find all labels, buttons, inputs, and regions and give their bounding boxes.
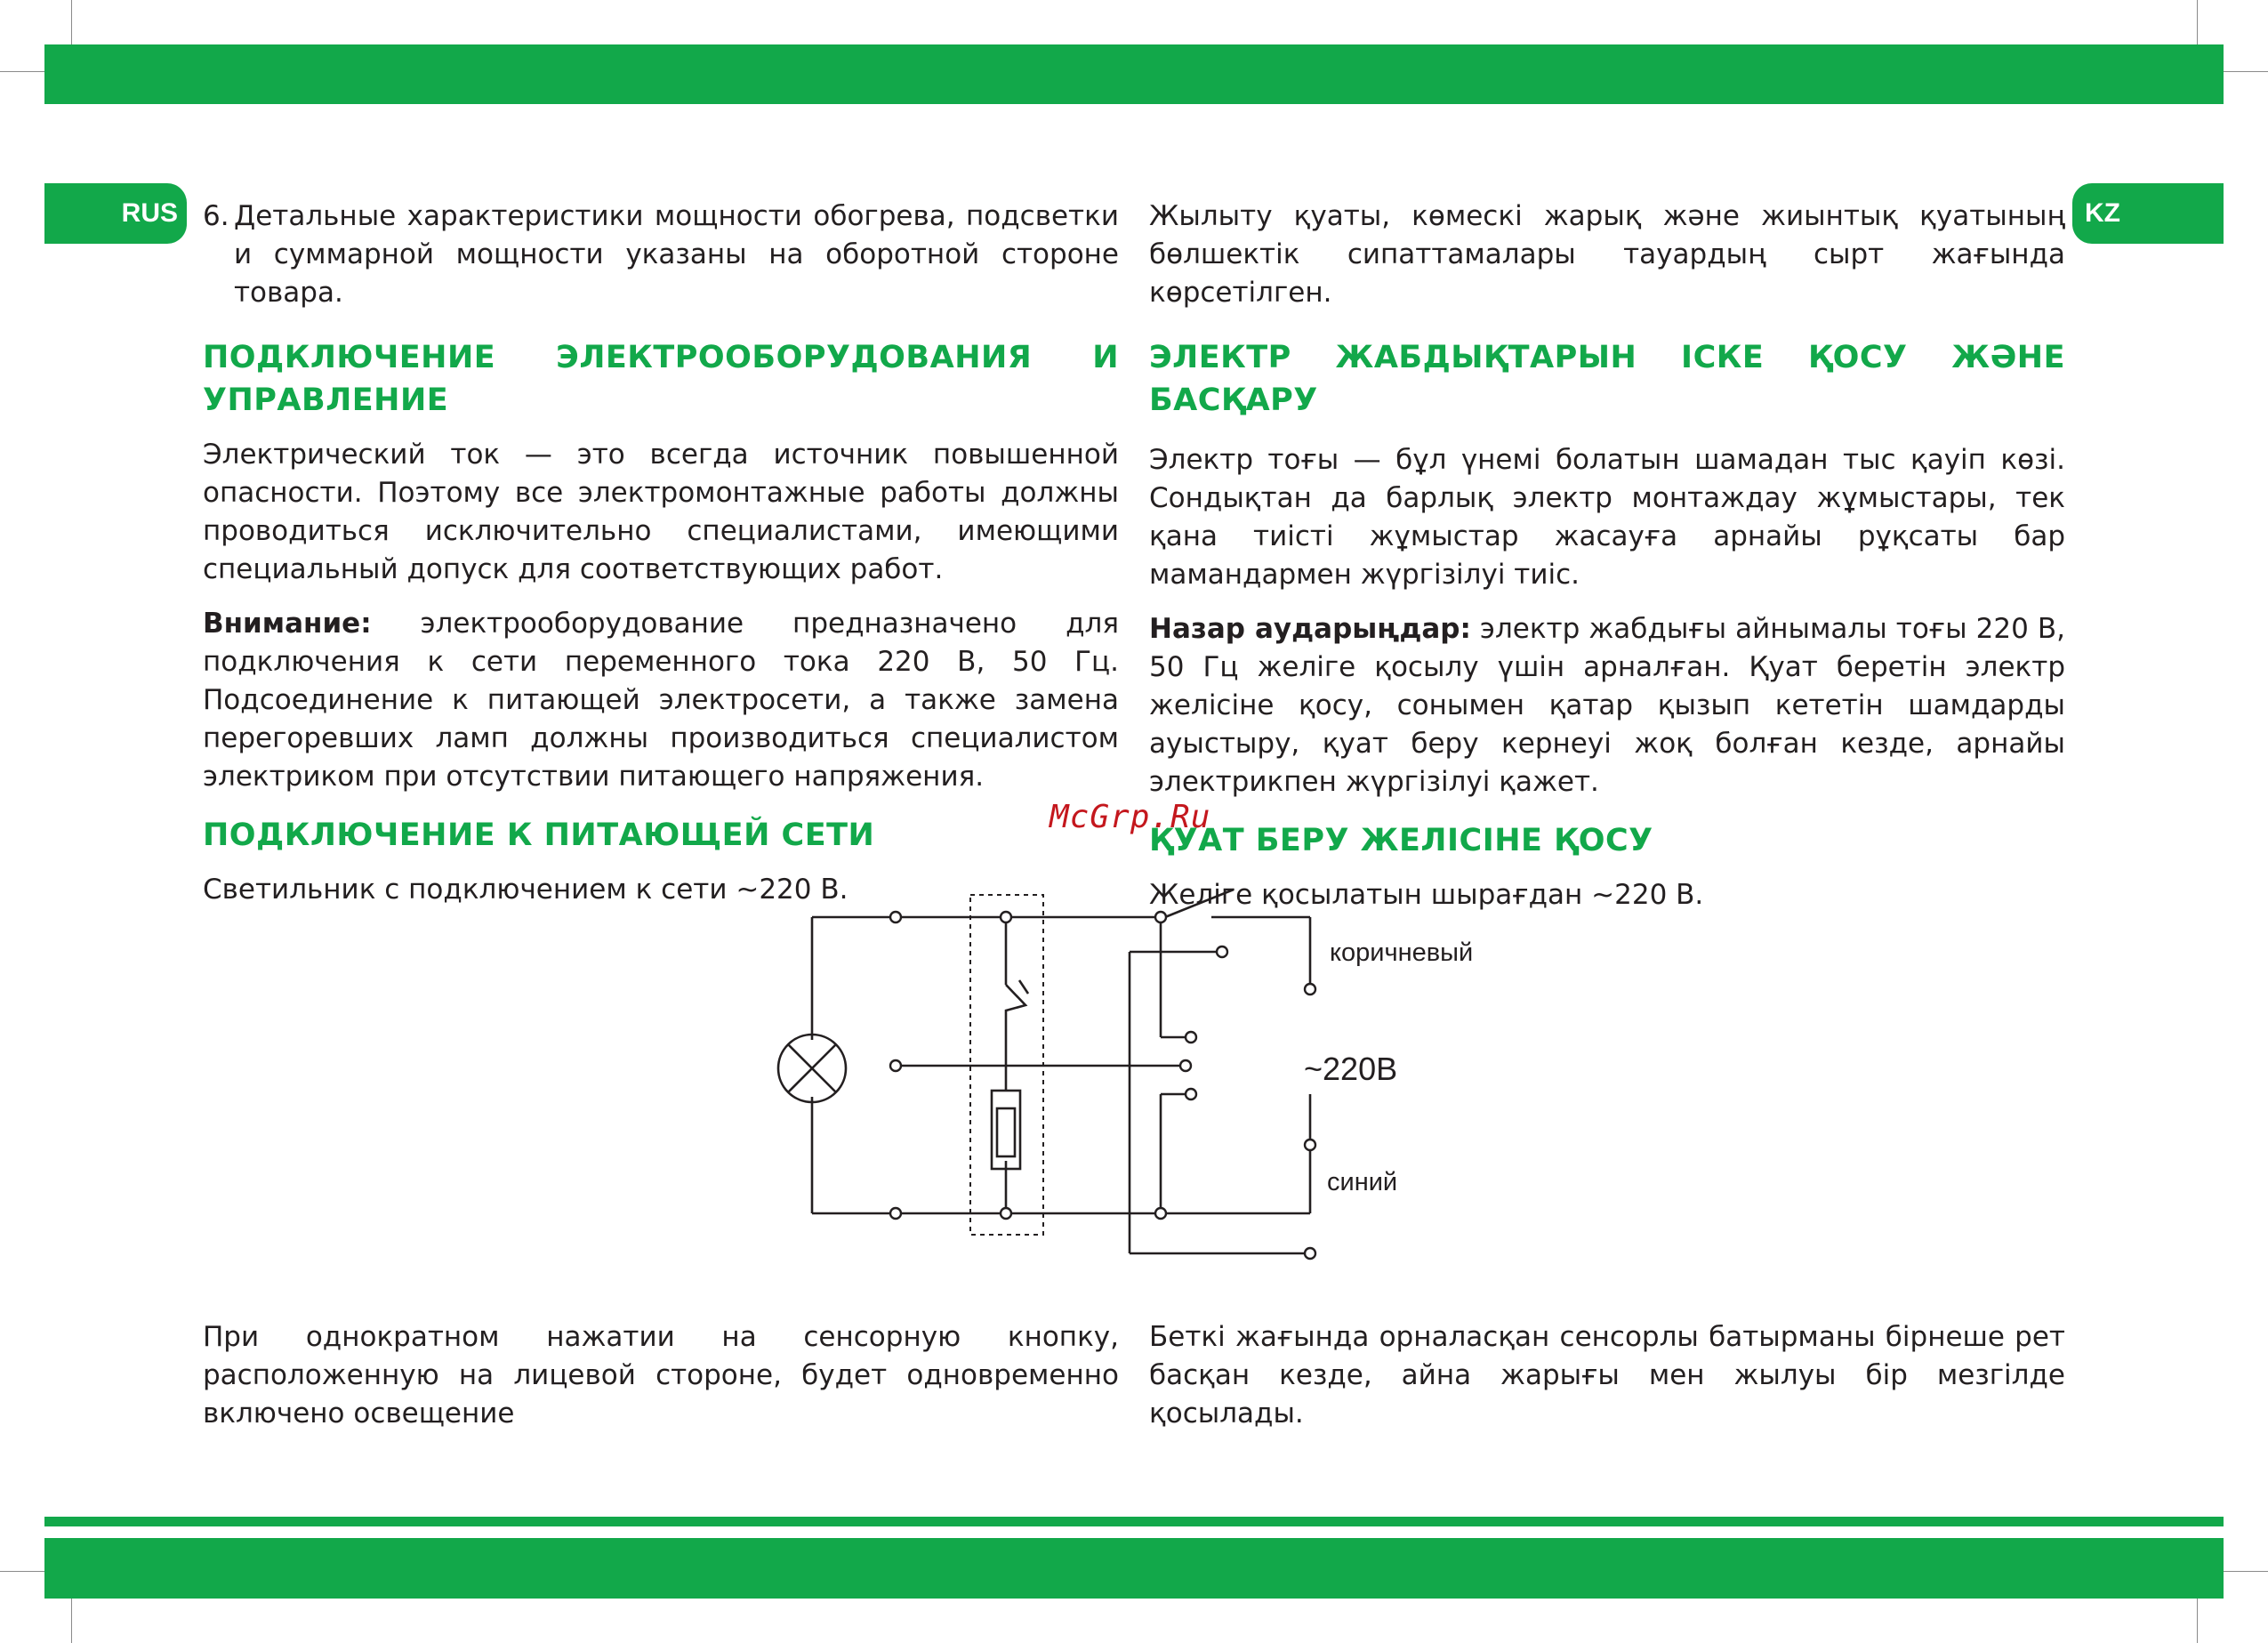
terminal (1186, 1032, 1196, 1043)
kz-paragraph-lamp-220: Желіге қосылатын шырағдан ~220 В. (1149, 879, 1704, 911)
ru-paragraph-danger: Электрический ток — это всегда источник повышенной опасности. Поэтому все электромонтажные работы должны проводиться исключительно специалистами, имеющими специальный допуск для соответствующих работ. (203, 439, 1119, 585)
language-tab-rus-label: RUS (121, 198, 178, 228)
thermostat-arrow (1019, 980, 1028, 994)
kz-attention-text: электр жабдығы айнымалы тоғы 220 В, 50 Гц желіге қосылу үшін арналған. Қуат беретін электр желісіне қосу, сонымен қатар қызып кететін шамдарды ауыстыру, қуат беру кернеуі жоқ болған кезде, арнайы электрикпен жүргізілуі қажет. (1149, 613, 2065, 798)
kz-bottom-text-block (1149, 1318, 2065, 1433)
kz-paragraph-danger: Электр тоғы — бұл үнемі болатын шамадан тыс қауіп көзі. Сондықтан да барлық электр монтаждау жұмыстары, тек қана тиісті жұмыстар жасауға арнайы рұқсаты бар мамандармен жүргізілуі тиіс. (1149, 444, 2065, 591)
ru-bottom-text-block (203, 1318, 1119, 1433)
ru-item-6-number: 6. (203, 200, 229, 232)
ru-paragraph-sensor: При однократном нажатии на сенсорную кнопку, расположенную на лицевой стороне, будет одновременно включено освещение (203, 1321, 1119, 1430)
ru-attention-label: Внимание: (203, 608, 372, 640)
terminal (1186, 1089, 1196, 1099)
kz-paragraph-sensor: Беткі жағында орналасқан сенсорлы батырманы бірнеше рет басқан кезде, айна жарығы мен жылуы бір мезгілде қосылады. (1149, 1321, 2065, 1430)
language-tab-kz-label: KZ (2085, 198, 2120, 228)
terminal (1155, 912, 1166, 922)
kz-heading-power-supply: ҚУАТ БЕРУ ЖЕЛІСІНЕ ҚОСУ (1149, 823, 1653, 858)
terminal (1001, 912, 1011, 922)
kz-paragraph-specs: Жылыту қуаты, көмескі жарық және жиынтық қуатының бөлшектік сипаттамалары тауардың сырт жағында көрсетілген. (1149, 200, 2065, 309)
terminal (890, 1208, 901, 1219)
heater-element-core (997, 1108, 1015, 1156)
terminal (1217, 946, 1227, 957)
kz-heading-connection-control: ЭЛЕКТР ЖАБДЫҚТАРЫН ІСКЕ ҚОСУ ЖӘНЕ БАСҚАРУ (1149, 340, 2065, 418)
kz-attention-label: Назар аударыңдар: (1149, 613, 1471, 645)
ru-heading-power-supply: ПОДКЛЮЧЕНИЕ К ПИТАЮЩЕЙ СЕТИ (203, 817, 875, 853)
terminal (890, 912, 901, 922)
label-brown-wire: коричневый (1330, 938, 1474, 967)
terminal (890, 1060, 901, 1071)
terminal (1305, 984, 1315, 995)
terminal (1001, 1208, 1011, 1219)
watermark: McGrp.Ru (1050, 799, 1211, 835)
terminals (890, 912, 1315, 1259)
label-blue-wire: синий (1327, 1168, 1398, 1196)
thermostat-symbol (1006, 985, 1025, 1091)
terminal (1305, 1140, 1315, 1150)
terminal (1155, 1208, 1166, 1219)
ru-attention-text: электрооборудование предназначено для подключения к сети переменного тока 220 В, 50 Гц. Подсоединение к питающей электросети, а также замена перегоревших ламп должны производиться специалистом электриком при отсутствии питающего напряжения. (203, 608, 1119, 793)
terminal (1180, 1060, 1191, 1071)
label-voltage: ~220В (1304, 1051, 1398, 1087)
ru-heading-connection-control: ПОДКЛЮЧЕНИЕ ЭЛЕКТРООБОРУДОВАНИЯ И УПРАВЛЕНИЕ (203, 340, 1119, 418)
ru-paragraph-lamp-220: Светильник с подключением к сети ~220 В. (203, 874, 848, 906)
terminal (1305, 1248, 1315, 1259)
ru-item-6-text: Детальные характеристики мощности обогрева, подсветки и суммарной мощности указаны на оборотной стороне товара. (234, 200, 1119, 309)
switch-blade (1165, 890, 1234, 917)
